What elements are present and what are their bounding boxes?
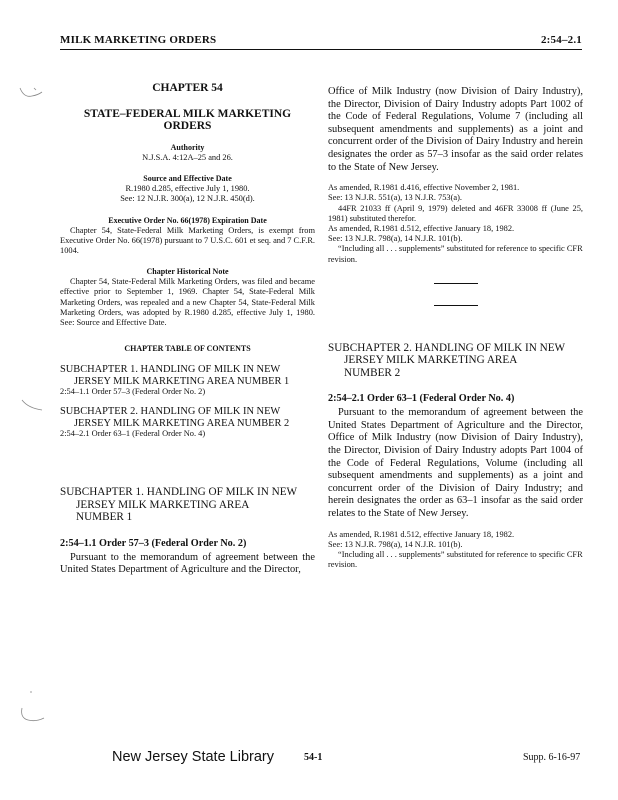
- source-heading: Source and Effective Date: [143, 174, 232, 184]
- authority-heading: Authority: [170, 143, 205, 152]
- toc-subchapter-line: SUBCHAPTER 2. HANDLING OF MILK IN NEW: [60, 406, 281, 418]
- source-line: R.1980 d.285, effective July 1, 1980.: [125, 184, 250, 194]
- subchapter-heading-line: SUBCHAPTER 2. HANDLING OF MILK IN NEW: [328, 341, 566, 354]
- page-number: 54-1: [304, 752, 323, 763]
- running-header: [60, 34, 582, 50]
- subchapter-heading-line: NUMBER 2: [344, 366, 401, 379]
- historical-note-block: [60, 267, 315, 328]
- executive-order-heading: Executive Order No. 66(1978) Expiration Date: [108, 215, 267, 225]
- amendment-notes: [328, 530, 583, 571]
- section-heading: 2:54–1.1 Order 57–3 (Federal Order No. 2): [60, 537, 247, 549]
- authority-text: N.J.S.A. 4:12A–25 and 26.: [142, 153, 233, 162]
- toc-subchapter-line: JERSEY MILK MARKETING AREA NUMBER 1: [74, 375, 290, 387]
- chapter-subtitle: STATE–FEDERAL MILK MARKETING ORDERS: [83, 108, 292, 132]
- historical-note-text: Chapter 54, State-Federal Milk Marketing Orders, was filed and became effective prior to September 1, 1969. Chapter 54, State-Federal Milk Marketing Orders, was repealed and a new Chapter 54, State-Federal Milk Marketing Orders, was adopted by R.1980 d.285, effective July 1, 1980. See: Source and Effective Date.: [60, 277, 315, 328]
- source-line: See: 12 N.J.R. 300(a), 12 N.J.R. 450(d).: [120, 194, 255, 204]
- subchapter-2-heading: [328, 342, 583, 380]
- toc-subchapter-line: JERSEY MILK MARKETING AREA NUMBER 2: [74, 417, 290, 429]
- subchapter-heading-line: JERSEY MILK MARKETING AREA: [76, 498, 250, 511]
- section-body: Pursuant to the memorandum of agreement between the United States Department of Agriculture and the Director, Office of Milk Industry (now Division of Dairy Industry), the Director, Division of Dairy Industry adopts Part 1004 of the Code of Federal Regulations, Volume (including all subsequent amendments and supplements) as a joint and concurrent order of the Division of Dairy Industry; and herein designates the order as 63–1 insofar as the said order relates to the State of New Jersey.: [328, 407, 583, 520]
- scan-mark-icon: [18, 690, 48, 730]
- subchapter-1-heading: [60, 486, 315, 524]
- amendment-note: As amended, R.1981 d.512, effective January 18, 1982.: [328, 223, 515, 233]
- executive-order-block: [60, 216, 315, 257]
- amendment-note: 44FR 21033 ff (April 9, 1979) deleted and 46FR 33008 ff (June 25, 1981) substituted therefor.: [328, 203, 583, 223]
- amendment-note: “Including all . . . supplements” substituted for reference to specific CFR revision.: [328, 550, 583, 570]
- scan-mark-icon: [18, 82, 44, 104]
- section-body-continued: Office of Milk Industry (now Division of Dairy Industry), the Director, Division of Dairy Industry adopts Part 1002 of the Code of Federal Regulations, Volume 7 (including all subsequent amendments and supplements) as a joint and concurrent order of the Division of Dairy Industry and herein designates the order as 57–3 insofar as the said order relates to the State of New Jersey.: [328, 86, 583, 173]
- toc-section-link[interactable]: 2:54–1.1 Order 57–3 (Federal Order No. 2): [60, 387, 206, 397]
- toc-subchapter-line: SUBCHAPTER 1. HANDLING OF MILK IN NEW: [60, 364, 281, 376]
- toc-subchapter-title[interactable]: [60, 406, 315, 429]
- header-title: MILK MARKETING ORDERS: [60, 34, 217, 46]
- historical-note-heading: Chapter Historical Note: [146, 267, 229, 277]
- toc-subchapter-title[interactable]: [60, 364, 315, 387]
- amendment-note: As amended, R.1981 d.512, effective January 18, 1982.: [328, 529, 515, 539]
- amendment-note: See: 13 N.J.R. 798(a), 14 N.J.R. 101(b).: [328, 539, 463, 549]
- toc-heading: CHAPTER TABLE OF CONTENTS: [124, 344, 251, 354]
- amendment-note: “Including all . . . supplements” substituted for reference to specific CFR revision.: [328, 244, 583, 264]
- amendment-notes: [328, 183, 583, 265]
- amendment-note: As amended, R.1981 d.416, effective November 2, 1981.: [328, 183, 520, 193]
- amendment-note: See: 13 N.J.R. 551(a), 13 N.J.R. 753(a).: [328, 193, 462, 203]
- amendment-note: See: 13 N.J.R. 798(a), 14 N.J.R. 101(b).: [328, 234, 463, 244]
- subchapter-heading-line: NUMBER 1: [76, 511, 133, 524]
- toc-entry: [60, 364, 315, 397]
- section-heading: 2:54–2.1 Order 63–1 (Federal Order No. 4): [328, 393, 515, 405]
- authority-block: [60, 143, 315, 163]
- subchapter-heading-line: SUBCHAPTER 1. HANDLING OF MILK IN NEW: [60, 486, 298, 499]
- executive-order-text: Chapter 54, State-Federal Milk Marketing Orders, is exempt from Executive Order No. 66(1978) pursuant to 7 U.S.C. 601 et seq. and 7 C.F.R. 1004.: [60, 225, 315, 256]
- source-block: [60, 174, 315, 204]
- section-body: Pursuant to the memorandum of agreement between the United States Department of Agriculture and the Director,: [60, 551, 315, 576]
- chapter-title: CHAPTER 54: [152, 82, 223, 94]
- header-section-number: 2:54–2.1: [540, 34, 582, 46]
- supplement-date: Supp. 6-16-97: [523, 752, 581, 763]
- library-stamp: New Jersey State Library: [112, 749, 274, 765]
- left-column: [60, 82, 315, 577]
- toc-section-link[interactable]: 2:54–2.1 Order 63–1 (Federal Order No. 4): [60, 429, 206, 439]
- page-footer: [0, 749, 618, 771]
- subchapter-heading-line: JERSEY MILK MARKETING AREA: [344, 354, 518, 367]
- scan-mark-icon: [20, 396, 44, 416]
- right-column: [328, 86, 583, 570]
- toc-entry: [60, 406, 315, 439]
